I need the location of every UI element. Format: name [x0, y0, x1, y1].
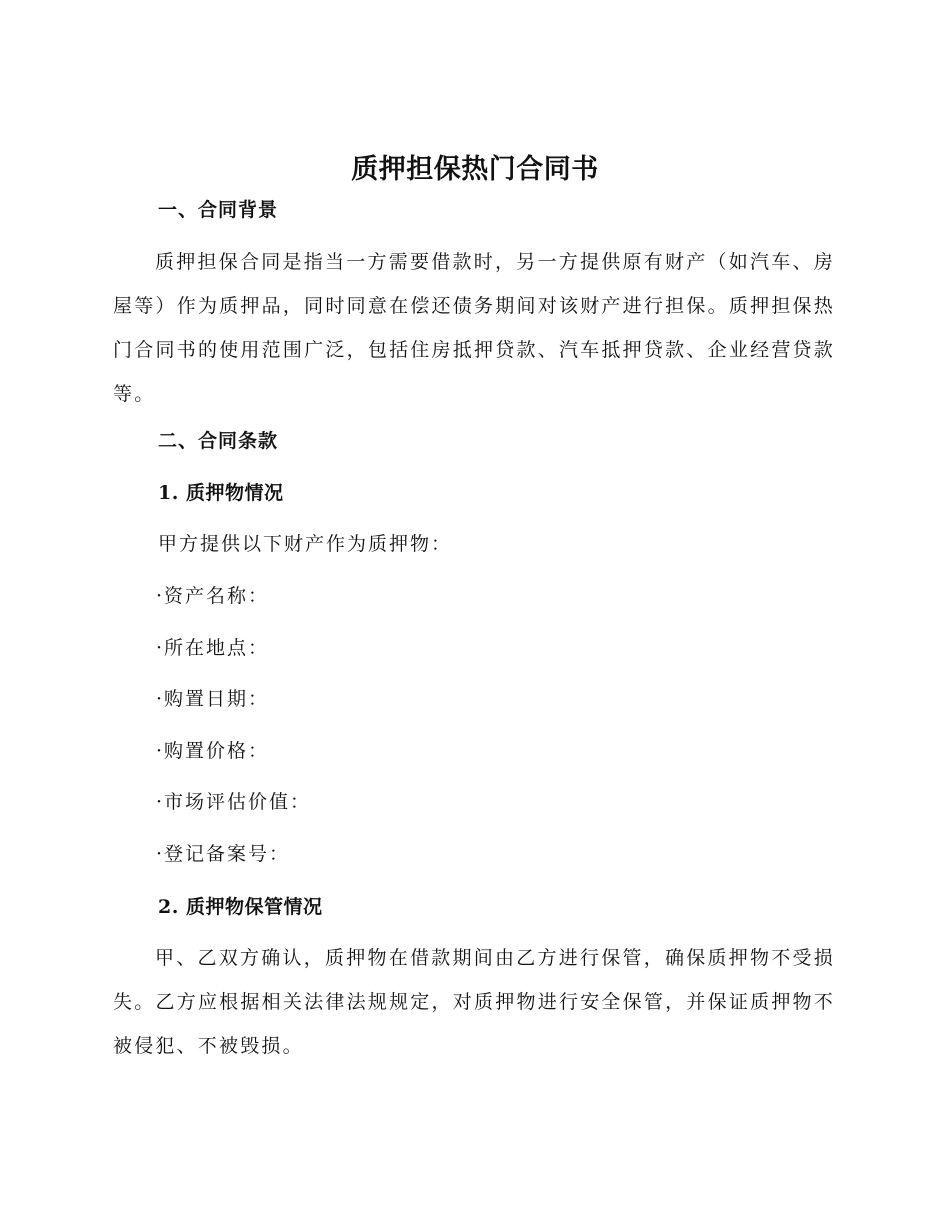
bullet-dot: · — [156, 842, 163, 865]
section-heading-terms: 二、合同条款 — [158, 430, 279, 452]
collateral-field-purchase-price: · 购置价格： — [156, 737, 311, 789]
collateral-field-asset-name: · 资产名称： — [156, 582, 311, 634]
collateral-field-list — [156, 582, 311, 891]
bullet-dot: · — [156, 739, 163, 762]
collateral-field-market-value: · 市场评估价值： — [156, 788, 311, 840]
custody-paragraph: 甲、乙双方确认，质押物在借款期间由乙方进行保管，确保质押物不受损失。乙方应根据相关法律法规规定，对质押物进行安全保管，并保证质押物不被侵犯、不被毁损。 — [113, 947, 835, 1057]
collateral-intro: 甲方提供以下财产作为质押物： — [158, 533, 453, 555]
clause-heading-custody: 2. 质押物保管情况 — [158, 896, 323, 918]
document-title: 质押担保热门合同书 — [351, 154, 599, 185]
bullet-dot: · — [156, 585, 163, 607]
bullet-dot: · — [156, 791, 163, 813]
bullet-dot: · — [156, 688, 163, 710]
section-heading-background: 一、合同背景 — [158, 199, 279, 221]
bullet-dot: · — [156, 636, 163, 659]
collateral-field-purchase-date: · 购置日期： — [156, 685, 311, 737]
clause-heading-collateral: 1. 质押物情况 — [158, 482, 284, 504]
collateral-field-location: · 所在地点： — [156, 634, 311, 686]
collateral-field-registration-number: · 登记备案号： — [156, 840, 311, 892]
section-paragraph-background: 质押担保合同是指当一方需要借款时，另一方提供原有财产（如汽车、房屋等）作为质押品，同时同意在偿还债务期间对该财产进行担保。质押担保热门合同书的使用范围广泛，包括住房抵押贷款、汽车抵押贷款、企业经营贷款等。 — [113, 251, 835, 405]
